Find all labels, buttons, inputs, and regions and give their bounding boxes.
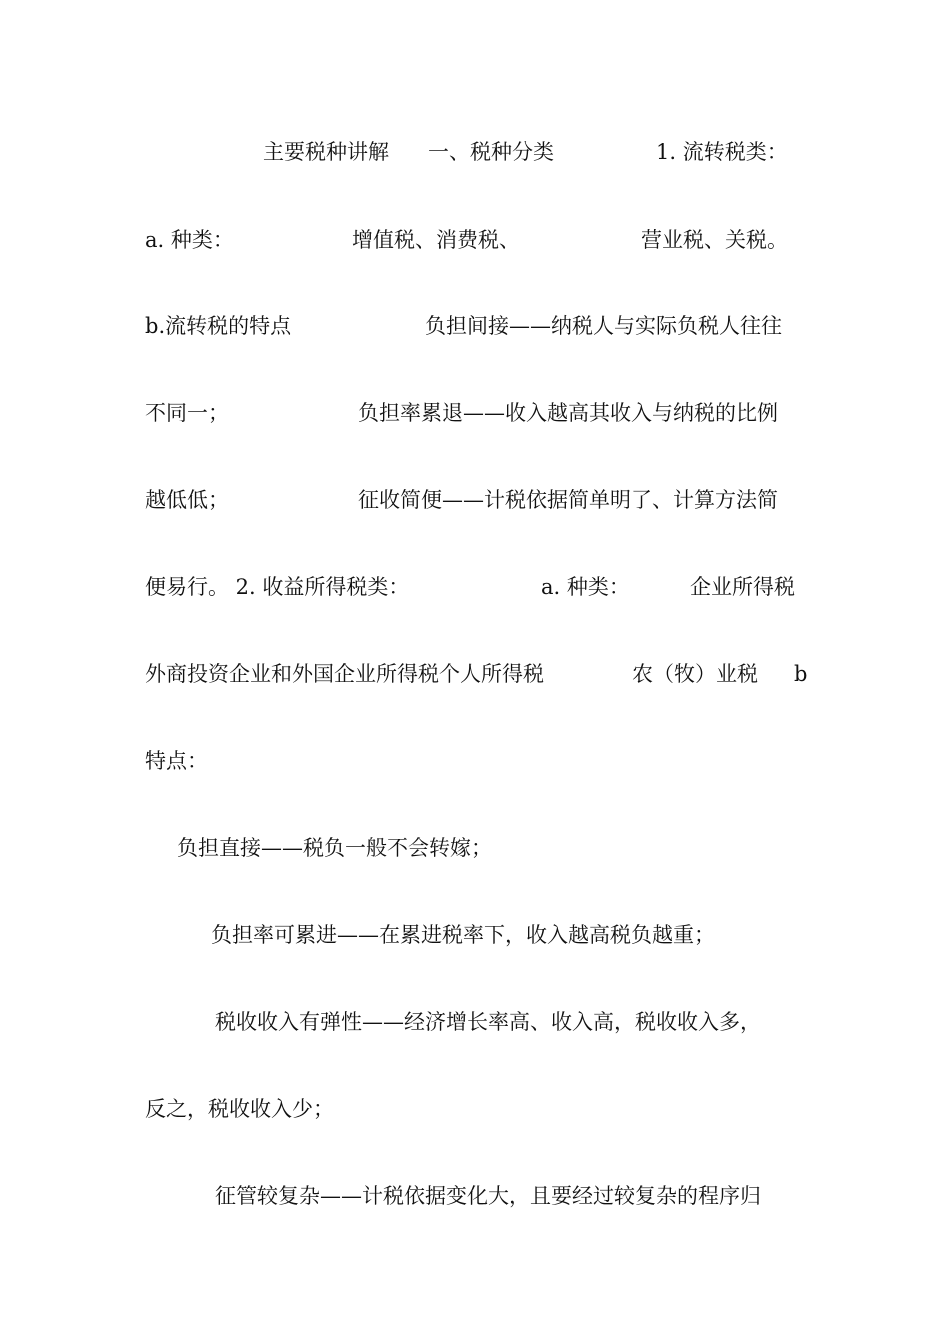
- text-segment: 税收收入有弹性——经济增长率高、收入高，税收收入多，: [215, 1010, 761, 1034]
- text-segment: 外商投资企业和外国企业所得税个人所得税: [145, 662, 544, 686]
- text-line-13: [0, 1181, 950, 1211]
- text-line-12: [0, 1094, 950, 1124]
- text-line-9: [0, 833, 950, 863]
- text-line-2: [0, 225, 950, 255]
- text-segment: a. 种类：: [541, 575, 630, 599]
- text-segment: 负担间接——纳税人与实际负税人往往: [425, 314, 782, 338]
- text-line-7: [0, 659, 950, 689]
- text-segment: 营业税、关税。: [641, 228, 788, 252]
- text-line-6: [0, 572, 950, 602]
- text-line-8: [0, 746, 950, 776]
- text-line-3: [0, 311, 950, 341]
- text-segment: 1. 流转税类：: [656, 140, 788, 164]
- text-segment: 特点：: [145, 749, 208, 773]
- text-line-11: [0, 1007, 950, 1037]
- text-segment: b: [794, 662, 808, 686]
- text-segment: 负担直接——税负一般不会转嫁；: [177, 836, 492, 860]
- text-segment: 征收简便——计税依据简单明了、计算方法简: [358, 488, 778, 512]
- text-segment: 征管较复杂——计税依据变化大，且要经过较复杂的程序归: [215, 1184, 761, 1208]
- text-segment: 农（牧）业税: [632, 662, 758, 686]
- text-segment: a. 种类：: [145, 228, 234, 252]
- text-segment: 负担率累退——收入越高其收入与纳税的比例: [358, 401, 778, 425]
- text-line-4: [0, 398, 950, 428]
- text-segment: 不同一；: [145, 401, 229, 425]
- text-line-1: [0, 137, 950, 167]
- text-segment: 企业所得税: [690, 575, 795, 599]
- text-segment: 反之，税收收入少；: [145, 1097, 334, 1121]
- text-segment: 负担率可累进——在累进税率下，收入越高税负越重；: [211, 923, 715, 947]
- text-segment: 一、税种分类: [428, 140, 554, 164]
- text-segment: 增值税、消费税、: [352, 228, 520, 252]
- text-line-10: [0, 920, 950, 950]
- text-segment: 越低低；: [145, 488, 229, 512]
- text-segment: 主要税种讲解: [263, 140, 389, 164]
- text-segment: 便易行。 2. 收益所得税类：: [145, 575, 410, 599]
- text-segment: b.流转税的特点: [145, 314, 292, 338]
- text-line-5: [0, 485, 950, 515]
